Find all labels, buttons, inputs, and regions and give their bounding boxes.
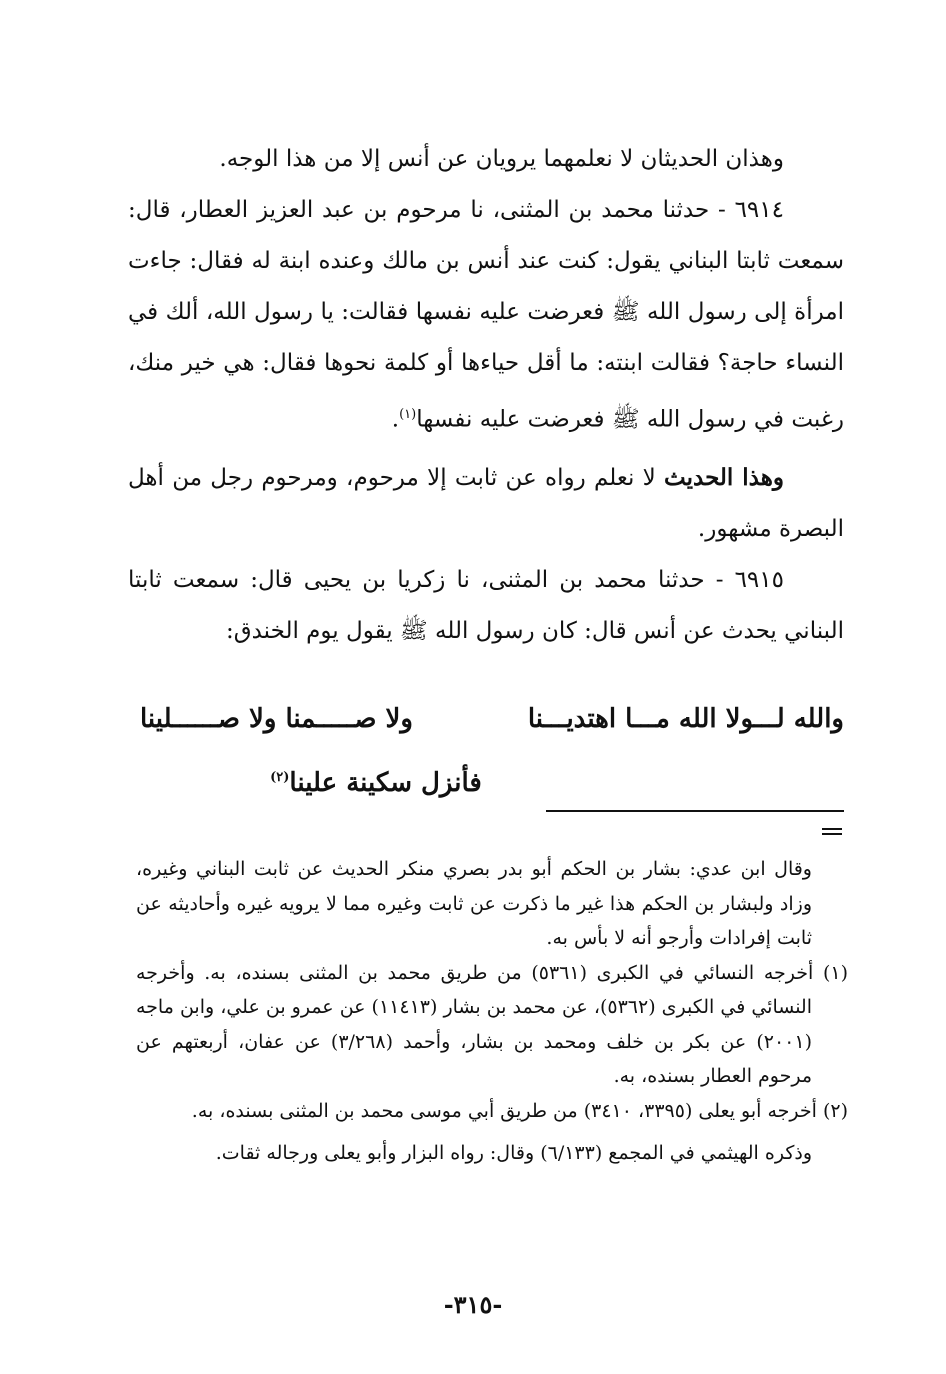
footnote-separator: [546, 810, 844, 812]
commentary-bold-lead: وهذا الحديث: [664, 463, 784, 491]
hadith-6914-end: .: [391, 406, 400, 433]
continuation-mark: [822, 828, 842, 835]
hadith-6914-text: ٦٩١٤ - حدثنا محمد بن المثنى، نا مرحوم بن عبد العزيز العطار، قال: سمعت ثابتا البناني يقول: كنت عند أنس بن مالك وعنده ابنة له فقال: جاءت امرأة إلى رسول الله ﷺ فعرضت عليه نفسها فقالت: يا رسول الله، ألك في النساء حاجة؟ فقالت ابنته: ما أقل حياءها أو كلمة نحوها فقال: هي خير منك، رغبت في رسول الله ﷺ فعرضت عليه نفسها: [128, 197, 844, 433]
verse-hemistich-left: ولا صـــــمنا ولا صــــــلينا: [140, 704, 413, 734]
verse-2-line: [270, 756, 702, 805]
paragraph-1: وهذان الحديثان لا نعلمهما يرويان عن أنس إلا من هذا الوجه.: [219, 146, 784, 172]
page-number: -٣١٥-: [443, 1290, 503, 1319]
footnote-continuation: وقال ابن عدي: بشار بن الحكم أبو بدر بصري منكر الحديث عن ثابت البناني وغيره، وزاد ولبشار بن الحكم هذا غير ما ذكرت عن ثابت وغيره مما لا يرويه غيره وأحاديثه عن ثابت إفرادات وأرجو أنه لا بأس به.: [136, 858, 812, 949]
poetry-verse-2: [128, 756, 844, 805]
commentary-paragraph: [128, 452, 844, 555]
main-text: [128, 134, 844, 657]
footnote-ref-2[interactable]: (٢): [270, 770, 290, 785]
verse-hemistich-right: والله لـــولا الله مـــا اهتديـــنا: [527, 704, 844, 734]
verse-2-text: فأنزل سكينة علينا: [289, 767, 482, 798]
hadith-6915: ٦٩١٥ - حدثنا محمد بن المثنى، نا زكريا بن يحيى قال: سمعت ثابتا البناني يحدث عن أنس قال: كان رسول الله ﷺ يقول يوم الخندق:: [128, 566, 844, 644]
hadith-6914: [128, 185, 844, 446]
footnotes: [136, 852, 848, 1171]
commentary-text: لا نعلم رواه عن ثابت إلا مرحوم، ومرحوم رجل من أهل البصرة مشهور.: [128, 464, 844, 542]
footnote-1: (١) أخرجه النسائي في الكبرى (٥٣٦١) من طريق محمد بن المثنى بسنده، به. وأخرجه النسائي في الكبرى (٥٣٦٢)، عن محمد بن بشار (١١٤١٣) عن عمرو بن علي، وابن ماجه (٢٠٠١) عن بكر بن خلف ومحمد بن بشار، وأحمد (٣/٢٦٨) عن عفان، أربعتهم عن مرحوم العطار بسنده، به.: [136, 961, 848, 1087]
footnote-ref-1[interactable]: (١): [399, 407, 417, 422]
footnote-2: (٢) أخرجه أبو يعلى (٣٣٩٥، ٣٤١٠) من طريق أبي موسى محمد بن المثنى بسنده، به.: [191, 1099, 848, 1122]
footnote-2-extra: وذكره الهيثمي في المجمع (٦/١٣٣) وقال: رواه البزار وأبو يعلى ورجاله ثقات.: [215, 1142, 812, 1164]
poetry-verse: [128, 704, 844, 760]
